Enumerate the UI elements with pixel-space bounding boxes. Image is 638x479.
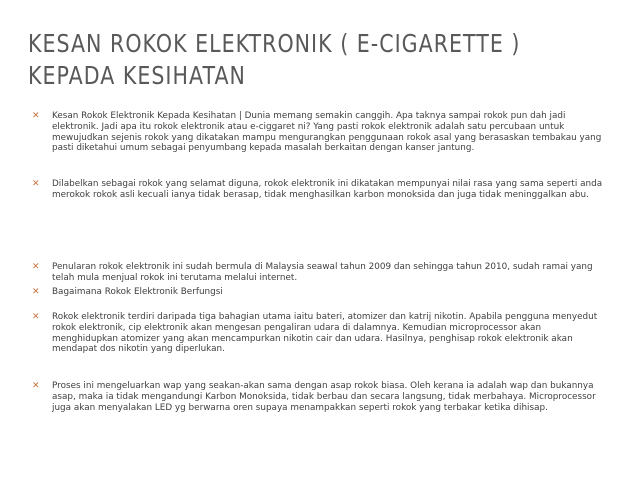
- slide-title-line-1: KESAN ROKOK ELEKTRONIK ( E-CIGARETTE ): [28, 29, 521, 58]
- x-bullet-icon: ✕: [32, 179, 40, 189]
- bullet-text: Penularan rokok elektronik ini sudah bermula di Malaysia seawal tahun 2009 dan sehingga tahun 2010, sudah ramai yang telah mula menjual rokok ini terutama melalui internet.: [52, 262, 593, 283]
- x-bullet-icon: ✕: [32, 287, 40, 297]
- bullet-text: Dilabelkan sebagai rokok yang selamat diguna, rokok elektronik ini dikatakan mempunyai nilai rasa yang sama seperti anda merokok rokok asli kecuali ianya tidak berasap, tidak menghasilkan karbon monoksida dan juga tidak meninggalkan abu.: [52, 179, 603, 200]
- bullet-text: Bagaimana Rokok Elektronik Berfungsi: [52, 287, 223, 297]
- bullet-text: Kesan Rokok Elektronik Kepada Kesihatan | Dunia memang semakin canggih. Apa taknya sampai rokok pun dah jadi elektronik. Jadi apa itu rokok elektronik atau e-ciggaret ni? Yang pasti rokok elektronik adalah satu percubaan untuk mewujudkan sejenis rokok yang dikatakan mampu mengurangkan penggunaan rokok asal yang berasaskan tembakau yang pasti diketahui umum sebagai penyumbang kepada masalah berkaitan dengan kanser jantung.: [52, 111, 602, 154]
- slide-title: [28, 28, 521, 92]
- slide-title-line-2: KEPADA KESIHATAN: [28, 61, 246, 90]
- x-bullet-icon: ✕: [32, 381, 40, 391]
- bullet-text: Rokok elektronik terdiri daripada tiga bahagian utama iaitu bateri, atomizer dan katrij nikotin. Apabila pengguna menyedut rokok elektronik, cip elektronik akan mengesan pengaliran udara di dalamnya. Kemudian microprocessor akan menghidupkan atomizer yang akan mencampurkan nikotin cair dan udara. Hasilnya, penghisap rokok elektronik akan mendapat dos nikotin yang diperlukan.: [52, 312, 598, 355]
- x-bullet-icon: ✕: [32, 312, 40, 322]
- bullet-text: Proses ini mengeluarkan wap yang seakan-akan sama dengan asap rokok biasa. Oleh kerana ia adalah wap dan bukannya asap, maka ia tidak mengandungi Karbon Monoksida, tidak berbau dan secara langsung, tidak merbahaya. Microprocessor juga akan menyalakan LED yg berwarna oren supaya menampakkan seperti rokok yang terbakar ketika dihisap.: [52, 381, 596, 413]
- x-bullet-icon: ✕: [32, 262, 40, 272]
- x-bullet-icon: ✕: [32, 111, 40, 121]
